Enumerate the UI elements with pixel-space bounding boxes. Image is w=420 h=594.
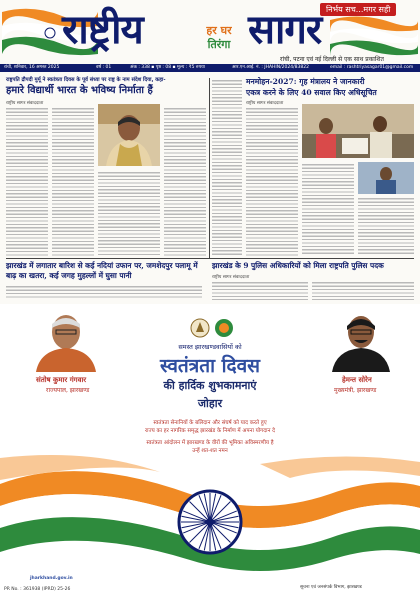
text-column — [6, 106, 48, 256]
text-column — [358, 196, 414, 256]
ad-message-line: स्वतंत्रता आंदोलन में झारखण्ड के वीरों की भूमिका अविस्मरणीय है — [146, 440, 274, 446]
governor-role: राज्यपाल, झारखण्ड — [46, 387, 90, 394]
article-president — [6, 76, 234, 97]
ad-message-line: स्वतंत्रता सेनानियों के बलिदान और संघर्ष को याद करते हुए — [153, 420, 267, 426]
article-byline: राष्ट्रीय सागर संवाददाता — [212, 275, 250, 280]
article-kicker: मनमोहन-2027: गृह मंत्रालय ने जानकारी — [246, 77, 365, 86]
census-photo — [302, 104, 414, 158]
text-column — [164, 106, 206, 256]
officer-photo — [358, 162, 414, 194]
chief-minister-name: हेमन्त सोरेन — [342, 376, 372, 384]
government-emblem-icon — [190, 318, 210, 338]
article-byline: राष्ट्रीय सागर संवाददाता — [6, 101, 44, 106]
article-headline: झारखंड में लगातार बारिश से कई नदियां उफान पर, जमशेदपुर पलामू में बाढ़ का खतरा, कई जगह मुहल्लों में घुसा पानी — [6, 261, 198, 280]
independence-day-ad — [0, 304, 420, 594]
text-column — [312, 280, 414, 300]
text-column — [52, 106, 94, 256]
ad-pr-number: PR No. : 361938 (IPRD) 25-26 — [4, 587, 71, 592]
info-date: रांची, शनिवार, 16 अगस्त 2025 — [4, 65, 60, 70]
chief-minister-role: मुख्यमंत्री, झारखण्ड — [334, 387, 377, 394]
masthead-info-bar — [0, 64, 420, 72]
info-issue: वर्ष : 01 — [96, 65, 112, 70]
masthead-tagline: निर्भय सच...मगर सही — [320, 3, 396, 16]
column-divider — [209, 78, 210, 258]
ad-johar: जोहार — [197, 397, 223, 410]
har-ghar-tiranga-badge — [190, 24, 248, 52]
badge-line-1: हर घर — [206, 24, 232, 37]
article-kicker: राष्ट्रपति द्रौपदी मुर्मू ने स्वतंत्रता दिवस के पूर्व संध्या पर राष्ट्र के नाम संदेश दिया, कहा- — [6, 77, 166, 83]
badge-line-2: तिरंगा — [207, 38, 231, 51]
masthead-title-left: राष्ट्रीय — [62, 6, 143, 53]
ad-message-line: राज्य का हर नागरिक समृद्ध झारखंड के निर्माण में अपना योगदान दे — [144, 428, 276, 434]
article-byline: राष्ट्रीय सागर संवाददाता — [246, 101, 284, 106]
section-divider — [6, 258, 414, 259]
ad-website: jharkhand.gov.in — [30, 576, 73, 581]
text-column — [212, 78, 242, 256]
article-headline: हमारे विद्यार्थी भारत के भविष्य निर्माता हैं — [6, 85, 153, 96]
text-column — [246, 106, 298, 256]
ashoka-chakra-icon — [176, 488, 244, 556]
ad-subtitle: की हार्दिक शुभकामनाएं — [163, 379, 257, 392]
president-photo — [98, 104, 160, 166]
article-headline: एकत्र करने के लिए 40 सवाल किए अधिसूचित — [246, 88, 377, 97]
masthead-editions: रांची, पटना एवं नई दिल्ली से एक साथ प्रकाशित — [280, 56, 384, 63]
text-column — [6, 284, 202, 300]
info-email: email : rashtriyasagar01@gmail.com — [330, 65, 414, 70]
article-headline: झारखंड के 9 पुलिस अधिकारियों को मिला राष्ट्रपति पुलिस पदक — [212, 261, 384, 270]
ad-title: स्वतंत्रता दिवस — [159, 355, 261, 377]
article-police-medal — [212, 261, 416, 271]
governor-name: संतोष कुमार गंगवार — [36, 376, 87, 384]
info-rni: आर.एन.आई. नं. : JHAHIN/2024/83822 — [232, 65, 309, 70]
text-column — [212, 280, 308, 300]
masthead-title-right: सागर — [248, 6, 322, 53]
masthead — [0, 0, 420, 72]
ad-department: सूचना एवं जनसंपर्क विभाग, झारखण्ड — [300, 585, 362, 590]
article-census — [246, 76, 416, 98]
ad-intro: समस्त झारखण्डवासियों को — [178, 343, 242, 351]
ad-message-line: उन्हें शत-शत नमन — [192, 448, 228, 454]
text-column — [98, 170, 160, 256]
article-flood — [6, 261, 206, 281]
text-column — [302, 162, 354, 256]
info-pages: अंक : 338 ▪ पृष्ठ : 08 ▪ मूल्य : ₹5 रुपया — [130, 65, 205, 70]
jharkhand-emblem-icon — [214, 318, 234, 338]
